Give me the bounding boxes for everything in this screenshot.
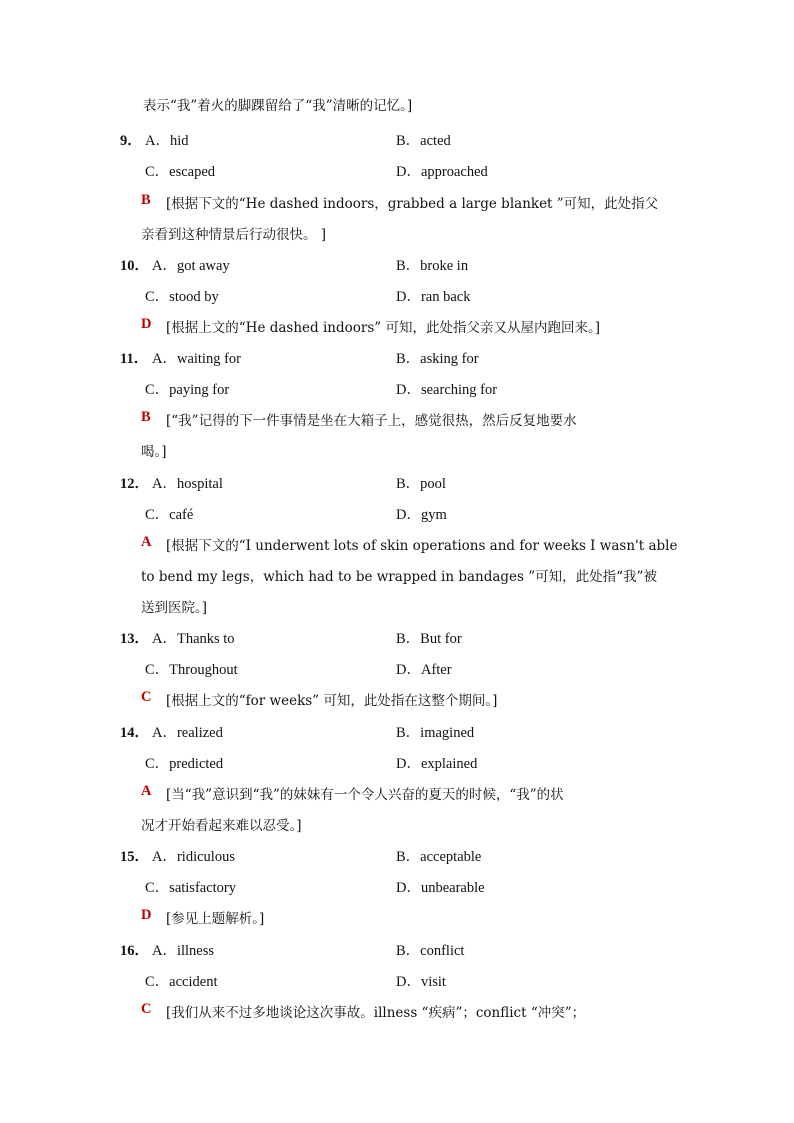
option-b: B．acted <box>396 133 451 149</box>
option-a: A．got away <box>152 258 230 274</box>
question-number: 10． <box>120 258 149 274</box>
option-b: B．broke in <box>396 258 469 274</box>
answer-letter: C <box>141 689 152 705</box>
question-number: 13． <box>120 631 149 647</box>
option-c: C．paying for <box>145 382 230 398</box>
answer-letter: B <box>141 409 151 425</box>
explanation-line: [根据上文的“for weeks” 可知，此处指在这整个期间。] <box>166 693 498 709</box>
explanation-line: [根据上文的“He dashed indoors” 可知，此处指父亲又从屋内跑回来。] <box>166 320 600 336</box>
question-number: 14． <box>120 725 149 741</box>
answer-letter: D <box>141 907 152 923</box>
answer-letter: C <box>141 1001 152 1017</box>
explanation-line: 送到医院。] <box>141 600 208 616</box>
option-a: A．hospital <box>152 476 223 492</box>
option-a: A．waiting for <box>152 351 241 367</box>
option-d: D．unbearable <box>396 880 485 896</box>
option-b: B．imagined <box>396 725 475 741</box>
explanation-line: [“我”记得的下一件事情是坐在大箱子上，感觉很热，然后反复地要水 <box>166 413 577 429</box>
explanation-line: [根据下文的“He dashed indoors，grabbed a large blanket ”可知，此处指父 <box>166 196 659 212</box>
option-d: D．visit <box>396 974 446 990</box>
option-d: D．After <box>396 662 452 678</box>
option-a: A．ridiculous <box>152 849 235 865</box>
option-b: B．conflict <box>396 943 465 959</box>
question-number: 12． <box>120 476 149 492</box>
answer-letter: B <box>141 192 151 208</box>
option-c: C．Throughout <box>145 662 238 678</box>
answer-letter: D <box>141 316 152 332</box>
explanation-line: [我们从来不过多地谈论这次事故。illness “疾病”；conflict “冲突”； <box>166 1005 586 1021</box>
explanation-line: 喝。] <box>141 444 167 460</box>
option-b: B．But for <box>396 631 462 647</box>
option-c: C．café <box>145 507 194 523</box>
option-d: D．ran back <box>396 289 471 305</box>
question-number: 15． <box>120 849 149 865</box>
explanation-line: 况才开始看起来难以忍受。] <box>141 818 302 834</box>
option-d: D．gym <box>396 507 447 523</box>
option-c: C．predicted <box>145 756 224 772</box>
option-c: C．stood by <box>145 289 219 305</box>
option-a: A．hid <box>145 133 189 149</box>
explanation-line: [根据下文的“I underwent lots of skin operations and for weeks I wasn't able <box>166 538 678 554</box>
question-number: 16． <box>120 943 149 959</box>
explanation-line: [当“我”意识到“我”的妹妹有一个令人兴奋的夏天的时候，“我”的状 <box>166 787 564 803</box>
explanation-line: [参见上题解析。] <box>166 911 265 927</box>
option-c: C．satisfactory <box>145 880 237 896</box>
option-d: D．searching for <box>396 382 498 398</box>
option-b: B．pool <box>396 476 446 492</box>
explanation-line: to bend my legs，which had to be wrapped in bandages ”可知，此处指“我”被 <box>141 569 657 585</box>
explanation-line: 亲看到这种情景后行动很快。 ] <box>141 227 327 243</box>
option-b: B．acceptable <box>396 849 482 865</box>
option-d: D．approached <box>396 164 488 180</box>
option-c: C．accident <box>145 974 218 990</box>
question-number: 9． <box>120 133 142 149</box>
option-c: C．escaped <box>145 164 216 180</box>
answer-letter: A <box>141 783 152 799</box>
intro-line: 表示“我”着火的脚踝留给了“我”清晰的记忆。] <box>143 98 413 114</box>
option-b: B．asking for <box>396 351 479 367</box>
option-a: A．illness <box>152 943 215 959</box>
answer-letter: A <box>141 534 152 550</box>
question-number: 11． <box>120 351 149 367</box>
option-a: A．realized <box>152 725 223 741</box>
option-d: D．explained <box>396 756 478 772</box>
option-a: A．Thanks to <box>152 631 235 647</box>
